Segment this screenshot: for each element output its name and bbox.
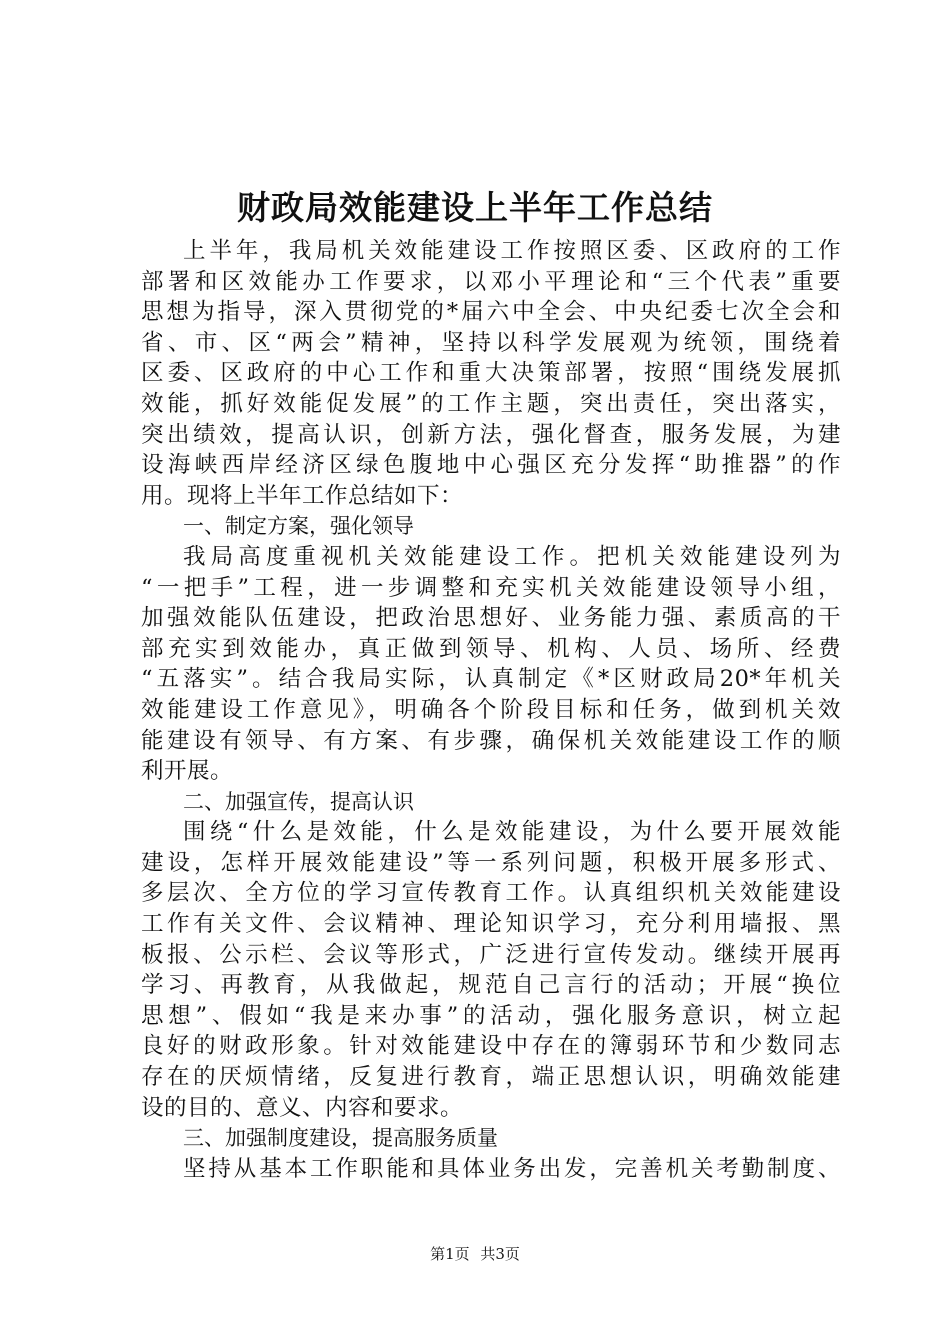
paragraph-line: 加强效能队伍建设，把政治思想好、业务能力强、素质高的干 xyxy=(141,605,841,632)
paragraph-line: 省、市、区“两会”精神，坚持以科学发展观为统领，围绕着 xyxy=(141,329,841,356)
paragraph-line: 存在的厌烦情绪，反复进行教育，端正思想认识，明确效能建 xyxy=(141,1064,841,1091)
paragraph-line: 用。现将上半年工作总结如下： xyxy=(141,482,464,509)
paragraph-line: 我局高度重视机关效能建设工作。把机关效能建设列为 xyxy=(183,543,841,570)
section-heading: 三、加强制度建设，提高服务质量 xyxy=(183,1126,498,1151)
paragraph-line: 工作有关文件、会议精神、理论知识学习，充分利用墙报、黑 xyxy=(141,911,841,938)
paragraph-line: 上半年，我局机关效能建设工作按照区委、区政府的工作 xyxy=(183,238,841,264)
paragraph-line: 围绕“什么是效能，什么是效能建设，为什么要开展效能 xyxy=(183,819,841,846)
paragraph-line: 利开展。 xyxy=(141,758,234,785)
paragraph-line: 设海峡西岸经济区绿色腹地中心强区充分发挥“助推器”的作 xyxy=(141,452,841,479)
document-title: 财政局效能建设上半年工作总结 xyxy=(237,188,713,227)
paragraph-line: 建设，怎样开展效能建设”等一系列问题，积极开展多形式、 xyxy=(141,849,841,876)
page-number: 第1页 xyxy=(430,1245,470,1263)
paragraph-line: 坚持从基本工作职能和具体业务出发，完善机关考勤制度、 xyxy=(183,1155,841,1182)
paragraph-line: “一把手”工程，进一步调整和充实机关效能建设领导小组， xyxy=(141,574,841,601)
paragraph-line: 板报、公示栏、会议等形式，广泛进行宣传发动。继续开展再 xyxy=(141,941,841,968)
section-heading: 二、加强宣传，提高认识 xyxy=(183,789,414,814)
paragraph-line: 思想”、假如“我是来办事”的活动，强化服务意识，树立起 xyxy=(141,1002,841,1029)
page-total: 共3页 xyxy=(480,1245,520,1263)
paragraph-line: 区委、区政府的中心工作和重大决策部署，按照“围绕发展抓 xyxy=(141,360,841,387)
paragraph-line: 能建设有领导、有方案、有步骤，确保机关效能建设工作的顺 xyxy=(141,727,841,754)
document-body xyxy=(141,236,841,1184)
section-heading: 一、制定方案，强化领导 xyxy=(183,514,414,539)
paragraph-line: 设的目的、意义、内容和要求。 xyxy=(141,1094,464,1121)
paragraph-line: 效能，抓好效能促发展”的工作主题，突出责任，突出落实， xyxy=(141,390,841,417)
paragraph-line: 良好的财政形象。针对效能建设中存在的簿弱环节和少数同志 xyxy=(141,1033,841,1060)
paragraph-line: “五落实”。结合我局实际，认真制定《*区财政局20*年机关 xyxy=(141,666,841,693)
paragraph-line: 效能建设工作意见》，明确各个阶段目标和任务，做到机关效 xyxy=(141,696,841,723)
paragraph-line: 部充实到效能办，真正做到领导、机构、人员、场所、经费 xyxy=(141,635,841,662)
paragraph-line: 多层次、全方位的学习宣传教育工作。认真组织机关效能建设 xyxy=(141,880,841,907)
paragraph-line: 突出绩效，提高认识，创新方法，强化督查，服务发展，为建 xyxy=(141,421,841,448)
paragraph-line: 学习、再教育，从我做起，规范自己言行的活动；开展“换位 xyxy=(141,972,841,999)
page-footer xyxy=(0,1244,950,1264)
paragraph-line: 思想为指导，深入贯彻党的*届六中全会、中央纪委七次全会和 xyxy=(141,299,841,326)
paragraph-line: 部署和区效能办工作要求，以邓小平理论和“三个代表”重要 xyxy=(141,268,841,295)
